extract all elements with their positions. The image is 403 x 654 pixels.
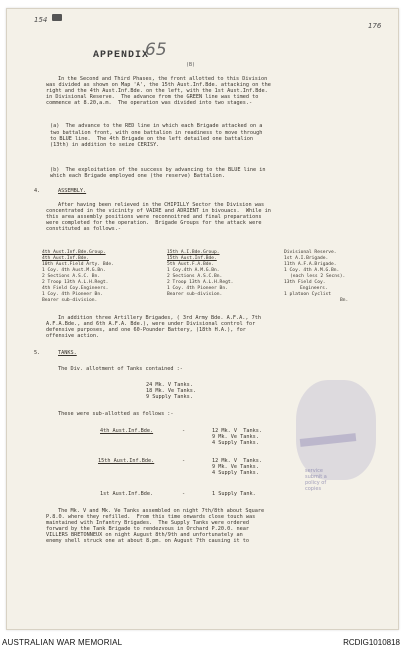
text-line: P.8.0. where they refilled. From this time onwards close touch was (46, 514, 256, 520)
allotment-line: 18 Mk. Ve Tanks. (146, 388, 196, 394)
text-line: In addition three Artillery Brigades, ( 3rd Army Bde. A.F.A., 7th (58, 315, 262, 321)
group-line: 2 Troop 13th A.L.H.Regt. (42, 280, 109, 285)
group-line: 1st A.I.Brigade. (284, 256, 329, 261)
appendix-sub: (B) (186, 62, 196, 68)
appendix-heading: APPENDIX (93, 50, 150, 61)
text-line: A.F.A.Bde., and 6th A.F.A. Bde.), were under Divisional control for (46, 321, 256, 327)
text-line: (13th) in addition to seize CERISY. (50, 142, 160, 148)
appendix-number: 65 (145, 40, 167, 60)
text-line: commence at 8.20,a.m. The operation was divided into two stages.- (46, 100, 253, 106)
group-line: 4th Field Coy.Engineers. (42, 286, 109, 291)
text-line: right and the 4th Aust.Inf.Bde. on the left, with the 1st Aust.Inf.Bde. (46, 88, 268, 94)
file-tab-mark (52, 14, 62, 21)
overlay-stamp-text: service submit a policy of copies (305, 468, 327, 492)
group-line: 1 Coy. 4th Pioneer Bn. (167, 286, 228, 291)
brigade-label: 15th Aust.Inf.Bde. (98, 458, 155, 464)
section-number: 4. (34, 188, 41, 194)
group-line: 1 Coy. 4th Pioneer Bn. (42, 292, 103, 297)
text-line: concentrated in the vicinity of VAIRE and ADRIENT in bivouacs. While in (46, 208, 271, 214)
tank-line: 12 Mk. V Tanks. (212, 428, 262, 434)
text-line: The Mk. V and Mk. Ve Tanks assembled on night 7th/8th about Square (58, 508, 265, 514)
text-line: to BLUE line. The 4th Brigade on the left detailed one battalion (50, 136, 254, 142)
group-line: 5th Aust.F.A.Bde. (167, 262, 215, 267)
dash: - (182, 428, 186, 434)
folio-number-right: 176 (368, 22, 382, 30)
text-line: (b) The exploitation of the success by advancing to the BLUE line in (50, 167, 266, 173)
section-title: ASSEMBLY. (58, 188, 87, 194)
text-line: After having been relieved in the CHIPILLY Sector the Division was (58, 202, 265, 208)
brigade-label: 4th Aust.Inf.Bde. (100, 428, 154, 434)
allotment-line: 9 Supply Tanks. (146, 394, 193, 400)
text-line: enemy shell struck one at about 8.pm. on August 7th causing it to (46, 538, 250, 544)
tank-line: 1 Supply Tank. (212, 491, 256, 497)
text-line: was divided as shown on Map 'A', the 15th Aust.Inf.Bde. attacking on the (46, 82, 271, 88)
group-line: 2 Sections A.S.C. Bn. (42, 274, 101, 279)
text-line: In the Second and Third Phases, the front allotted to this Division (58, 76, 268, 82)
group-line: 2 Troop 13th A.L.H.Regt. (167, 280, 234, 285)
footer-record-id: RCDIG1010818 (343, 638, 400, 647)
text-line: this area assembly positions were reconnoitred and final preparations (46, 214, 262, 220)
text-line: in Divisional Reserve. The advance from the GREEN line was timed to (46, 94, 259, 100)
group-line: Bearer sub-division. (167, 292, 223, 297)
group-line: (each less 2 Secns). (290, 274, 346, 279)
group-line: 15th Aust.Inf.Bde. (167, 256, 217, 261)
text-line: (a) The advance to the RED line in which each Brigade attacked on a (50, 123, 263, 129)
group-line: Bearer sub-division. (42, 298, 98, 303)
text-line: were completed for the operation. Brigade Groups for the attack were (46, 220, 262, 226)
group-line: 4th Aust.Inf.Bde. (42, 256, 90, 261)
dash: - (182, 458, 186, 464)
group-line: 1 Coy.4th A.M.G.Bn. (167, 268, 220, 273)
sub-allotment-intro: These were sub-allotted as follows :- (58, 411, 174, 417)
group-line: 1 Coy. 4th A.M.G.Bn. (284, 268, 340, 273)
group-line: 2 Sections A.S.C.Bn. (167, 274, 223, 279)
text-line: VILLERS BRETONNEUX on night August 8th/9th and unfortunately an (46, 532, 243, 538)
tank-line: 12 Mk. V Tanks. (212, 458, 262, 464)
group-line: 10th Aust.Field Arty. Bde. (42, 262, 114, 267)
tank-line: 9 Mk. Ve Tanks. (212, 464, 259, 470)
group-line: Engineers. (300, 286, 328, 291)
group-line: Bn. (340, 298, 349, 303)
tank-allotment-intro: The Div. allotment of Tanks contained :- (58, 366, 183, 372)
section-title: TANKS. (58, 350, 77, 356)
group-heading: Divisional Reserve. (284, 250, 337, 255)
section-number: 5. (34, 350, 41, 356)
group-line: 1 platoon Cyclist (284, 292, 332, 297)
dash: - (182, 491, 186, 497)
footer-archive-name: AUSTRALIAN WAR MEMORIAL (2, 638, 123, 647)
group-line: 13th Field Coy. (284, 280, 326, 285)
group-heading: 4th Aust.Inf.Bde.Group. (42, 250, 106, 255)
tank-line: 4 Supply Tanks. (212, 470, 259, 476)
group-line: 11th A.F.A.Brigade. (284, 262, 337, 267)
tank-line: 9 Mk. Ve Tanks. (212, 434, 259, 440)
ink-stamp-smudge (296, 380, 376, 480)
brigade-label: 1st Aust.Inf.Bde. (100, 491, 154, 497)
group-line: 1 Coy. 4th Aust.M.G.Bn. (42, 268, 106, 273)
text-line: forward by the Tank Brigade to rendezvous in Orchard P.20.0. near (46, 526, 250, 532)
text-line: maintained with Infantry Brigades. The Supply Tanks were ordered (46, 520, 250, 526)
text-line: offensive action. (46, 333, 100, 339)
text-line: which each Brigade employed one (the reserve) Battalion. (50, 173, 225, 179)
group-heading: 15th A.I.Bde.Group. (167, 250, 220, 255)
allotment-line: 24 Mk. V Tanks. (146, 382, 193, 388)
folio-number-left: 154 (34, 16, 48, 24)
tank-line: 4 Supply Tanks. (212, 440, 259, 446)
text-line: two battalion front, with one battalion in readiness to move through (50, 130, 263, 136)
text-line: constituted as follows.- (46, 226, 121, 232)
text-line: defensive purposes, and one 60-Pounder Battery, (18th H.A.), for (46, 327, 246, 333)
